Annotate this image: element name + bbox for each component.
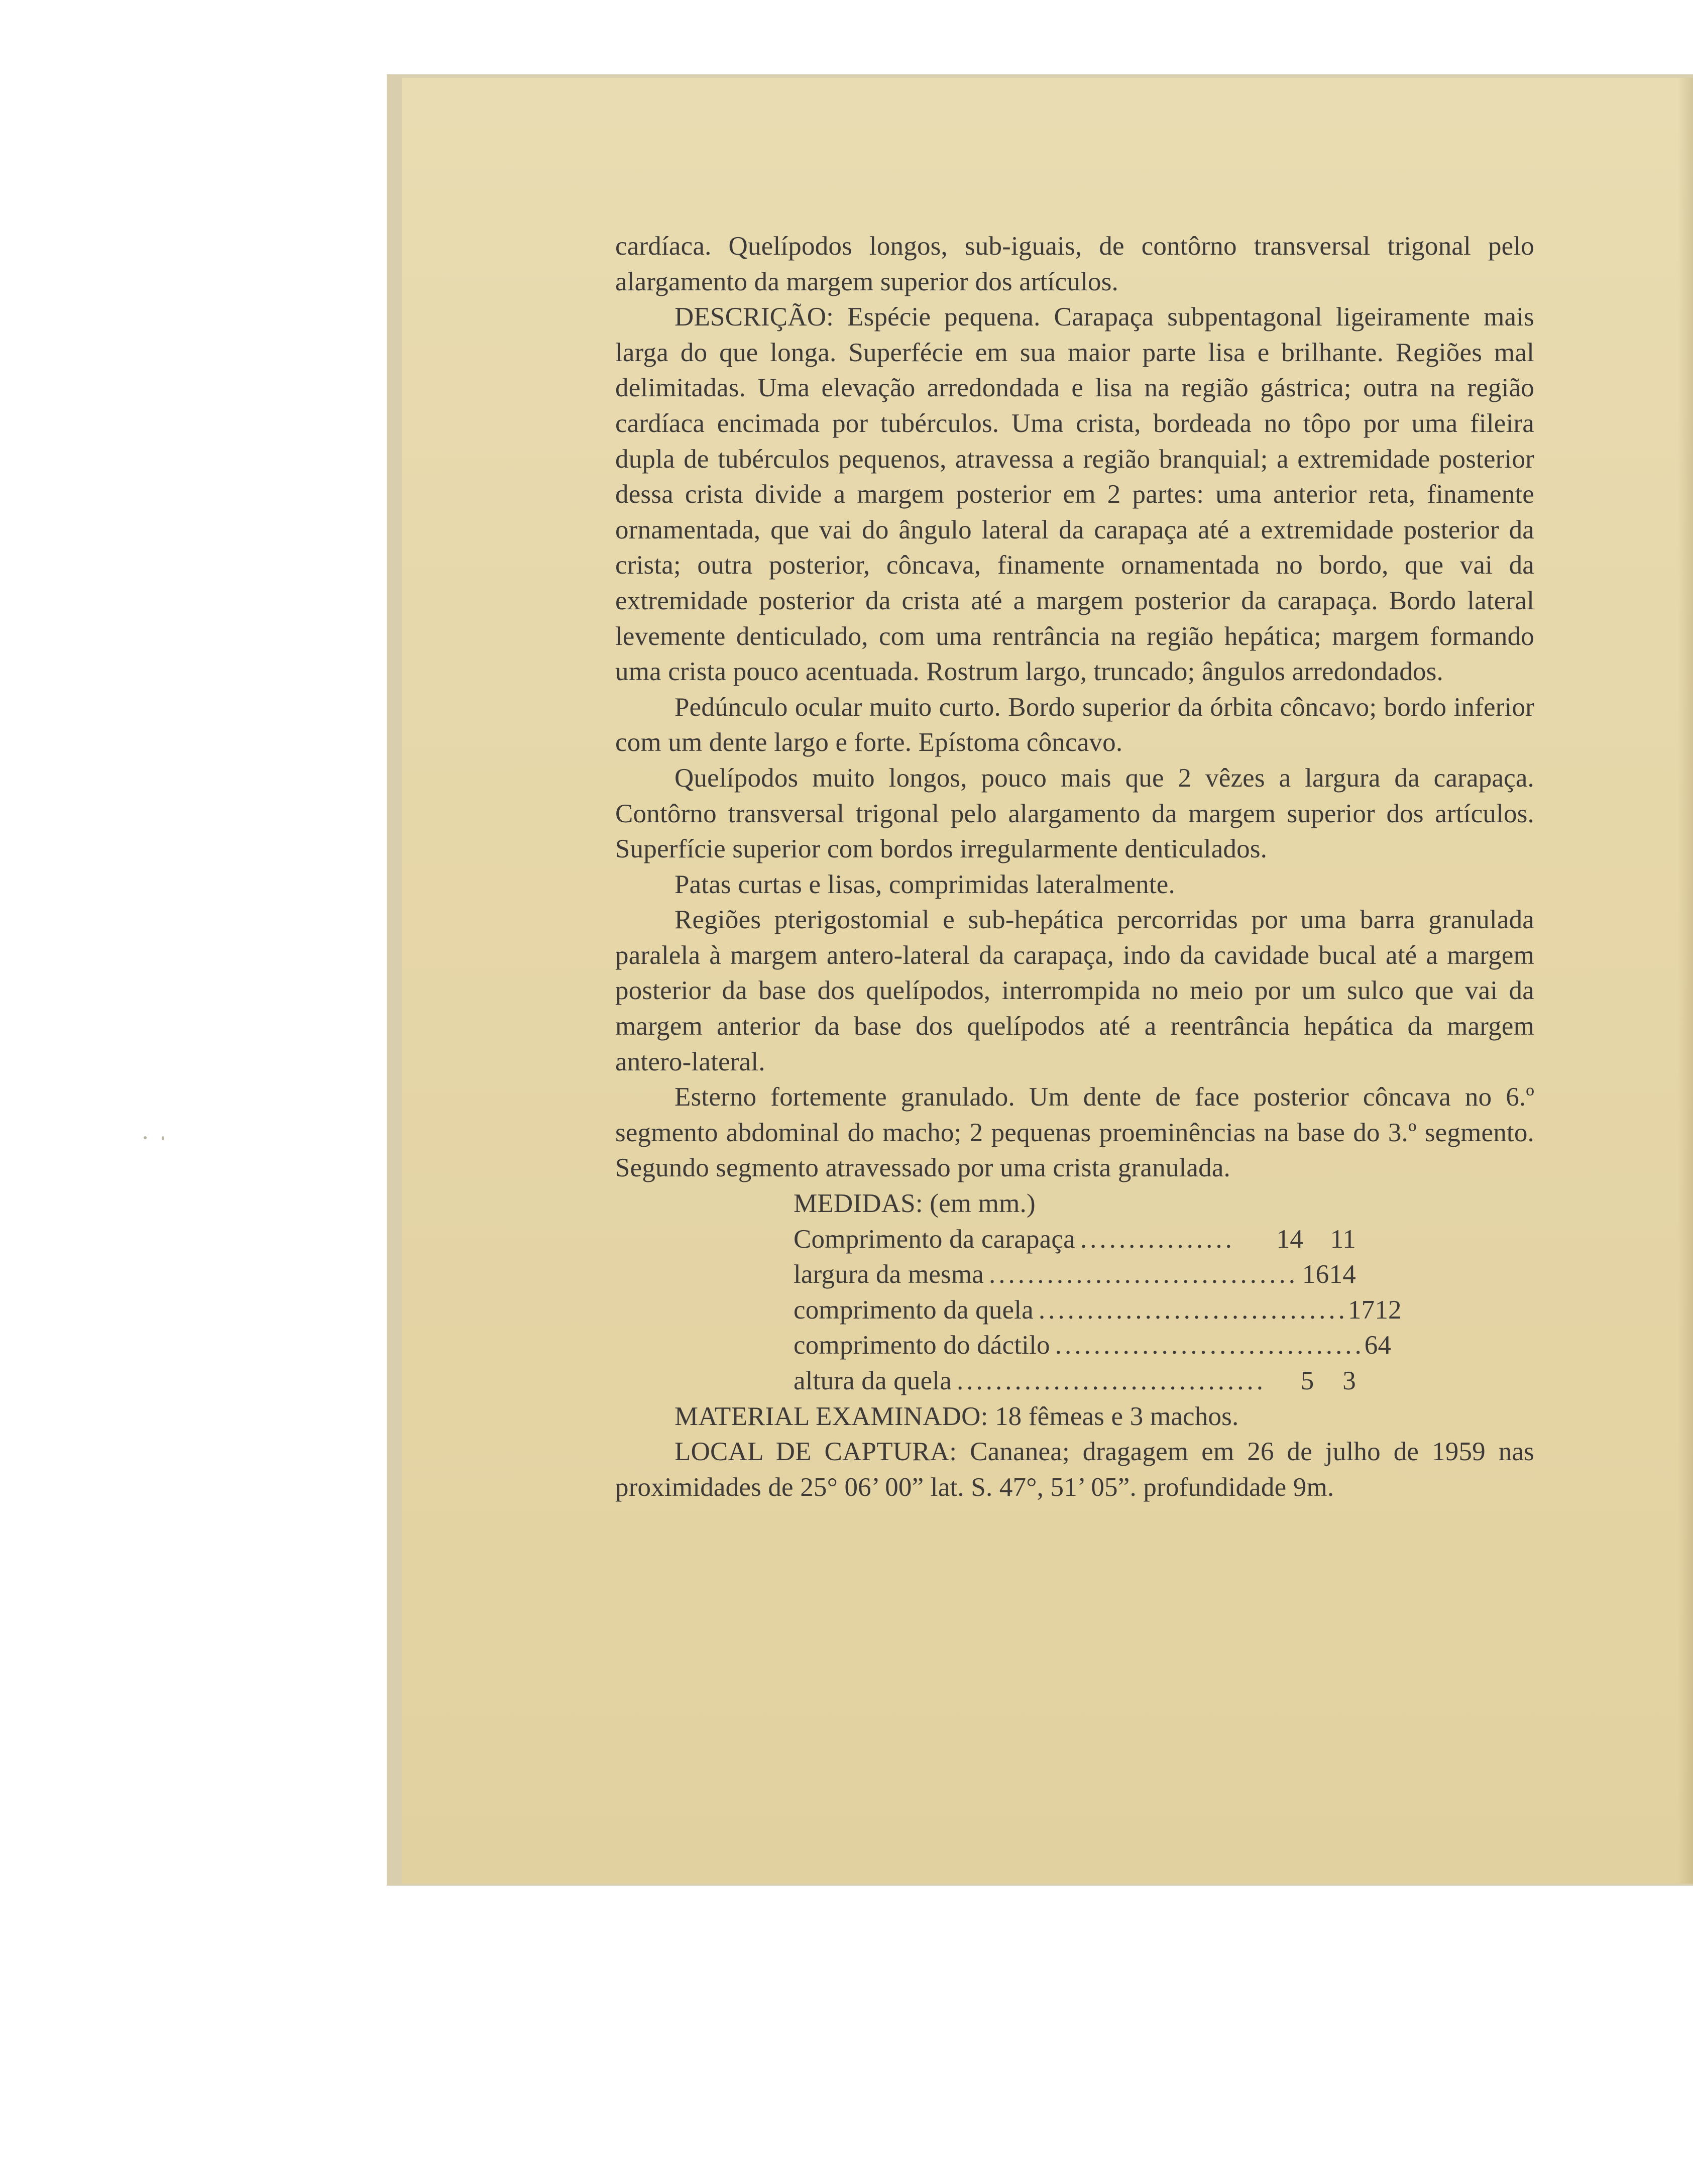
document-text [615, 229, 1534, 1505]
measurement-label: Comprimento da carapaça [794, 1224, 1075, 1254]
measurement-value-1: 5 [1300, 1366, 1314, 1395]
measurement-value-2: 12 [1375, 1295, 1402, 1325]
measurement-row [794, 1257, 1356, 1292]
measurement-value-2: 11 [1330, 1224, 1356, 1254]
measurement-value-1: 6 [1364, 1331, 1378, 1360]
paragraph-sternum: Esterno fortemente granulado. Um dente de face posterior côncava no 6.º segmento abdominal do macho; 2 pequenas proeminências na base do 3.º segmento. Segundo segmento atravessado por uma crista granulada. [615, 1082, 1534, 1183]
measurement-value-1: 14 [1276, 1224, 1303, 1254]
paragraph-descricao: DESCRIÇÃO: Espécie pequena. Carapaça subpentagonal ligeiramente mais larga do que longa. Superfécie em sua maior parte lisa e brilhante. Regiões mal delimitadas. Uma elevação arredondada e lisa na região gástrica; outra na região cardíaca encimada por tubérculos. Uma crista, bordeada no tôpo por uma fileira dupla de tubérculos pequenos, atravessa a região branquial; a extremidade posterior dessa crista divide a margem posterior em 2 partes: uma anterior reta, finamente ornamentada, que vai do ângulo lateral da carapaça até a extremidade posterior da crista; outra posterior, côncava, finamente ornamentada no bordo, que vai da extremidade posterior da crista até a margem posterior da carapaça. Bordo lateral levemente denticulado, com uma rentrância na região hepática; margem formando uma crista pouco acentuada. Rostrum largo, truncado; ângulos arredondados. [615, 302, 1534, 687]
measurement-row [794, 1363, 1356, 1399]
measurement-label: altura da quela [794, 1366, 952, 1395]
measurements-table [794, 1186, 1402, 1399]
dot-leader: ................................ [1055, 1331, 1365, 1360]
dot-leader: ................................ [1038, 1295, 1348, 1325]
measurement-value-2: 4 [1378, 1331, 1392, 1360]
dot-leader: ................ [1080, 1224, 1235, 1254]
measurements-heading: MEDIDAS: (em mm.) [794, 1189, 1036, 1219]
paragraph-regions: Regiões pterigostomial e sub-hepática percorridas por uma barra granulada paralela à margem antero-lateral da carapaça, indo da cavidade bucal até a margem posterior da base dos quelípodos, interrompida no meio por um sulco que vai da margem anterior da base dos quelípodos até a reentrância hepática da margem antero-lateral. [615, 905, 1534, 1076]
dot-leader: ................................ [956, 1366, 1266, 1395]
paragraph-continuation: cardíaca. Quelípodos longos, sub-iguais, de contôrno transversal trigonal pelo alargamento da margem superior dos artículos. [615, 232, 1534, 296]
measurement-row [794, 1222, 1356, 1257]
dot-leader: ................................ [988, 1260, 1298, 1289]
capture-location: LOCAL DE CAPTURA: Cananea; dragagem em 26 de julho de 1959 nas proximidades de 25° 06’ 00” lat. S. 47°, 51’ 05”. profundidade 9m. [615, 1437, 1534, 1502]
page-edge-shadow [1678, 78, 1693, 1884]
measurement-label: comprimento do dáctilo [794, 1331, 1050, 1360]
material-examined: MATERIAL EXAMINADO: 18 fêmeas e 3 machos. [674, 1401, 1239, 1431]
measurement-value-2: 3 [1342, 1366, 1356, 1395]
measurement-label: largura da mesma [794, 1260, 984, 1289]
margin-speck [162, 1136, 164, 1140]
paragraph-chelipeds: Quelípodos muito longos, pouco mais que 2 vêzes a largura da carapaça. Contôrno transversal trigonal pelo alargamento da margem superior dos artículos. Superfície superior com bordos irregularmente denticulados. [615, 763, 1534, 864]
measurement-row [794, 1292, 1402, 1328]
paragraph-legs: Patas curtas e lisas, comprimidas lateralmente. [674, 869, 1175, 899]
measurement-value-1: 17 [1347, 1295, 1375, 1325]
measurement-row [794, 1328, 1392, 1363]
measurement-value-1: 16 [1302, 1260, 1329, 1289]
margin-speck [144, 1136, 147, 1139]
measurement-label: comprimento da quela [794, 1295, 1034, 1325]
paragraph-peduncle: Pedúnculo ocular muito curto. Bordo superior da órbita côncavo; bordo inferior com um dente largo e forte. Epístoma côncavo. [615, 692, 1534, 757]
measurement-value-2: 14 [1329, 1260, 1356, 1289]
